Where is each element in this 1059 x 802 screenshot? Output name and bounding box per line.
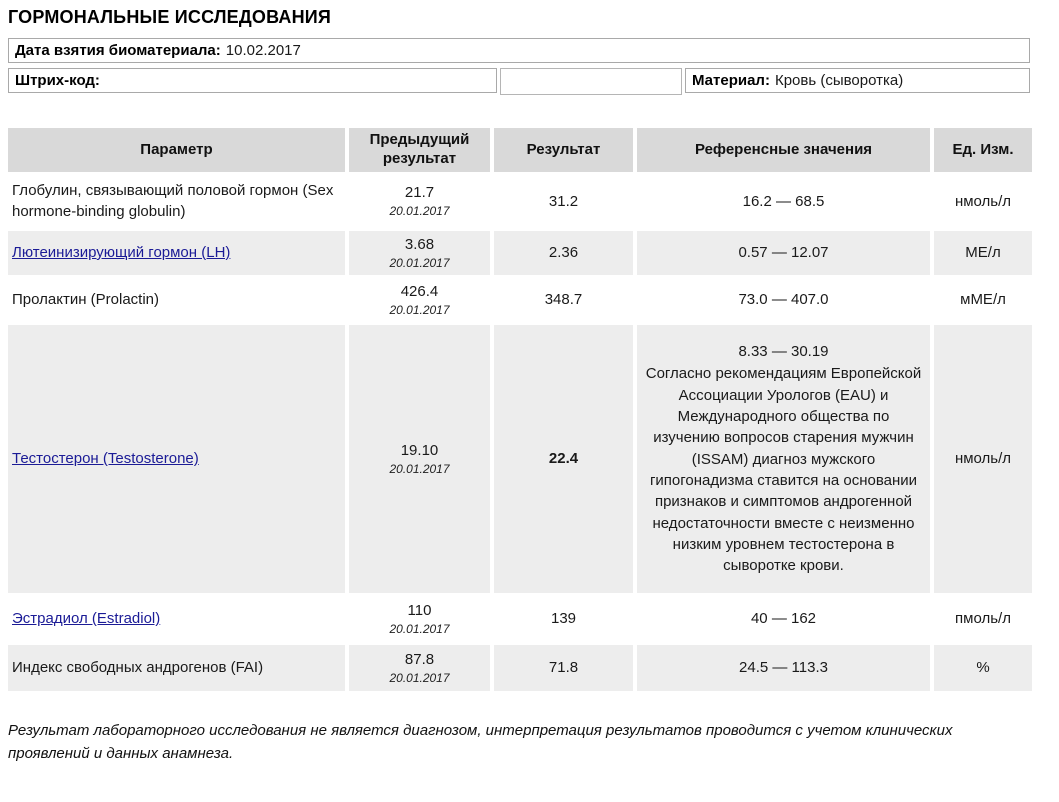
parameter-link-lh[interactable]: Лютеинизирующий гормон (LH): [12, 243, 231, 261]
parameter-cell: [8, 596, 345, 642]
table-header-row: [8, 128, 1032, 172]
reference-cell: 40 — 162: [637, 596, 930, 642]
result-cell: 71.8: [494, 645, 633, 691]
previous-result-value: 19.10: [400, 442, 439, 460]
reference-range: 8.33 — 30.19: [738, 342, 829, 360]
previous-result-value: 110: [407, 602, 432, 620]
table-row: [8, 231, 1032, 275]
previous-result-date: 20.01.2017: [389, 670, 450, 685]
table-row: [8, 596, 1032, 642]
result-cell: 2.36: [494, 231, 633, 275]
parameter-cell: [8, 325, 345, 593]
previous-result-date: 20.01.2017: [389, 302, 450, 317]
header-reference-values: Референсные значения: [637, 128, 930, 172]
page-title: ГОРМОНАЛЬНЫЕ ИССЛЕДОВАНИЯ: [8, 7, 332, 27]
previous-result-cell: [349, 175, 490, 228]
reference-cell: [637, 325, 930, 593]
previous-result-cell: [349, 645, 490, 691]
parameter-cell: [8, 231, 345, 275]
previous-result-cell: [349, 231, 490, 275]
material-value: Кровь (сыворотка): [774, 72, 904, 89]
reference-cell: 16.2 — 68.5: [637, 175, 930, 228]
biomaterial-date-label: Дата взятия биоматериала:: [15, 42, 221, 59]
result-cell: 31.2: [494, 175, 633, 228]
result-cell: 22.4: [494, 325, 633, 593]
unit-cell: пмоль/л: [934, 596, 1032, 642]
previous-result-cell: [349, 278, 490, 322]
parameter-cell: Пролактин (Prolactin): [8, 278, 345, 322]
disclaimer-text: Результат лабораторного исследования не является диагнозом, интерпретация результатов проводится с учетом клинических проявлений и данных анамнеза.: [8, 722, 953, 763]
table-row: [8, 278, 1032, 322]
unit-cell: мМЕ/л: [934, 278, 1032, 322]
previous-result-cell: [349, 596, 490, 642]
unit-cell: МЕ/л: [934, 231, 1032, 275]
reference-cell: 24.5 — 113.3: [637, 645, 930, 691]
barcode-row: [8, 68, 1030, 95]
barcode-label-box: [8, 68, 497, 93]
result-cell: 139: [494, 596, 633, 642]
material-label: Материал:: [692, 72, 770, 89]
previous-result-date: 20.01.2017: [389, 255, 450, 270]
table-row: [8, 645, 1032, 691]
previous-result-value: 21.7: [404, 184, 435, 202]
parameter-cell: Индекс свободных андрогенов (FAI): [8, 645, 345, 691]
barcode-input[interactable]: [500, 68, 682, 95]
biomaterial-date-value: 10.02.2017: [225, 42, 301, 59]
previous-result-value: 87.8: [404, 651, 435, 669]
header-parameter: Параметр: [8, 128, 345, 172]
reference-cell: 0.57 — 12.07: [637, 231, 930, 275]
material-box: [685, 68, 1030, 93]
previous-result-date: 20.01.2017: [389, 203, 450, 218]
previous-result-value: 426.4: [400, 283, 439, 301]
previous-result-cell: [349, 325, 490, 593]
result-cell: 348.7: [494, 278, 633, 322]
unit-cell: нмоль/л: [934, 325, 1032, 593]
header-unit: Ед. Изм.: [934, 128, 1032, 172]
header-previous-result: Предыдущий результат: [349, 128, 490, 172]
unit-cell: нмоль/л: [934, 175, 1032, 228]
barcode-label: Штрих-код:: [15, 72, 100, 89]
previous-result-date: 20.01.2017: [389, 461, 450, 476]
table-row: [8, 325, 1032, 593]
header-result: Результат: [494, 128, 633, 172]
reference-cell: 73.0 — 407.0: [637, 278, 930, 322]
unit-cell: %: [934, 645, 1032, 691]
reference-note: Согласно рекомендациям Европейской Ассоциации Урологов (EAU) и Международного общества по изучению вопросов старения мужчин (ISSAM) диагноз мужского гипогонадизма ставится на основании признаков и симптомов андрогенной недостаточности вместе с неизменно низким уровнем тестостерона в сыворотке крови.: [645, 365, 922, 575]
biomaterial-date-row: [8, 38, 1030, 63]
previous-result-value: 3.68: [404, 236, 435, 253]
parameter-link-testosterone[interactable]: Тестостерон (Testosterone): [12, 450, 199, 468]
parameter-link-estradiol[interactable]: Эстрадиол (Estradiol): [12, 610, 161, 628]
table-row: [8, 175, 1032, 228]
parameter-cell: Глобулин, связывающий половой гормон (Sex hormone-binding globulin): [8, 175, 345, 228]
previous-result-date: 20.01.2017: [389, 621, 450, 636]
results-table: [4, 125, 1036, 694]
